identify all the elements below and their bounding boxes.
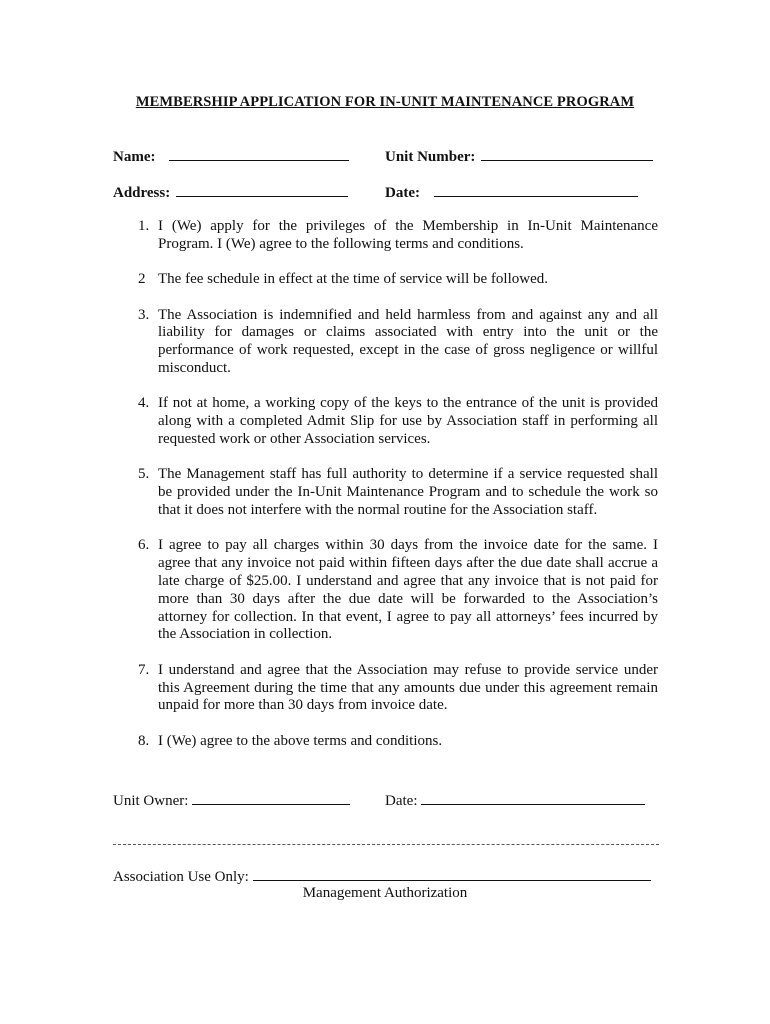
association-use-field: [113, 866, 651, 886]
term-item: [113, 395, 658, 448]
term-number: 5.: [138, 466, 150, 483]
term-text: The fee schedule in effect at the time of service will be followed.: [158, 271, 548, 288]
term-item: [113, 662, 658, 715]
term-item: [113, 466, 658, 519]
term-text: I agree to pay all charges within 30 days from the invoice date for the same. I agree that any invoice not paid within fifteen days after the due date shall accrue a late charge of $25.00. I understand and agree that any invoice that is not paid for more than 30 days after the due date will be forwarded to the Association’s attorney for collection. In that event, I agree to pay all attorneys’ fees incurred by the Association in collection.: [158, 537, 658, 643]
address-field: [113, 182, 348, 202]
term-number: 1.: [138, 218, 150, 234]
term-item: [113, 271, 658, 289]
association-use-label: Association Use Only:: [113, 869, 249, 885]
term-text: The Management staff has full authority to determine if a service requested shall be provided under the In-Unit Maintenance Program and to schedule the work so that it does not interfere with the normal routine for the Association staff.: [158, 466, 658, 518]
unit-owner-signature-line[interactable]: [192, 790, 350, 805]
term-item: [113, 307, 658, 378]
unit-number-field: [385, 146, 653, 166]
term-text: The Association is indemnified and held harmless from and against any and all liability for damages or claims associated with entry into the unit or the performance of work requested, except in the case of gross negligence or willful misconduct.: [158, 306, 658, 376]
unit-owner-field: [113, 790, 350, 810]
date-label: Date:: [385, 185, 420, 201]
signature-date-line[interactable]: [421, 790, 645, 805]
address-label: Address:: [113, 185, 171, 201]
management-authorization-caption: Management Authorization: [302, 885, 468, 901]
unit-owner-label: Unit Owner:: [113, 793, 189, 809]
term-number: 3.: [138, 306, 150, 323]
unit-number-label: Unit Number:: [385, 149, 476, 165]
signature-date-field: [385, 790, 645, 810]
term-number: 6.: [138, 537, 150, 554]
term-number: 2: [138, 271, 146, 288]
term-item: [113, 733, 658, 751]
unit-number-input-line[interactable]: [481, 146, 653, 161]
term-text: I (We) agree to the above terms and conditions.: [158, 732, 443, 749]
name-field: [113, 146, 349, 166]
name-label: Name:: [113, 149, 156, 165]
term-text: I understand and agree that the Association may refuse to provide service under this Agreement during the time that any amounts due under this agreement remain unpaid for more than 30 days from invoice date.: [158, 661, 658, 714]
term-text: I (We) apply for the privileges of the Membership in In-Unit Maintenance Program. I (We) agree to the following terms and conditions.: [158, 218, 658, 252]
term-number: 8.: [138, 732, 150, 749]
signature-date-label: Date:: [385, 793, 418, 809]
name-input-line[interactable]: [169, 146, 349, 161]
term-number: 4.: [138, 395, 150, 412]
document-title: MEMBERSHIP APPLICATION FOR IN-UNIT MAINTENANCE PROGRAM: [135, 94, 635, 110]
date-field: [385, 182, 638, 202]
terms-list: [113, 218, 658, 768]
term-number: 7.: [138, 661, 150, 678]
address-input-line[interactable]: [176, 182, 348, 197]
association-signature-line[interactable]: [253, 866, 651, 881]
term-item: [113, 218, 658, 254]
cut-line-divider: [113, 844, 659, 845]
term-text: If not at home, a working copy of the keys to the entrance of the unit is provided along with a completed Admit Slip for use by Association staff in performing all requested work or other Association services.: [158, 395, 658, 447]
term-item: [113, 537, 658, 644]
date-input-line[interactable]: [434, 182, 638, 197]
